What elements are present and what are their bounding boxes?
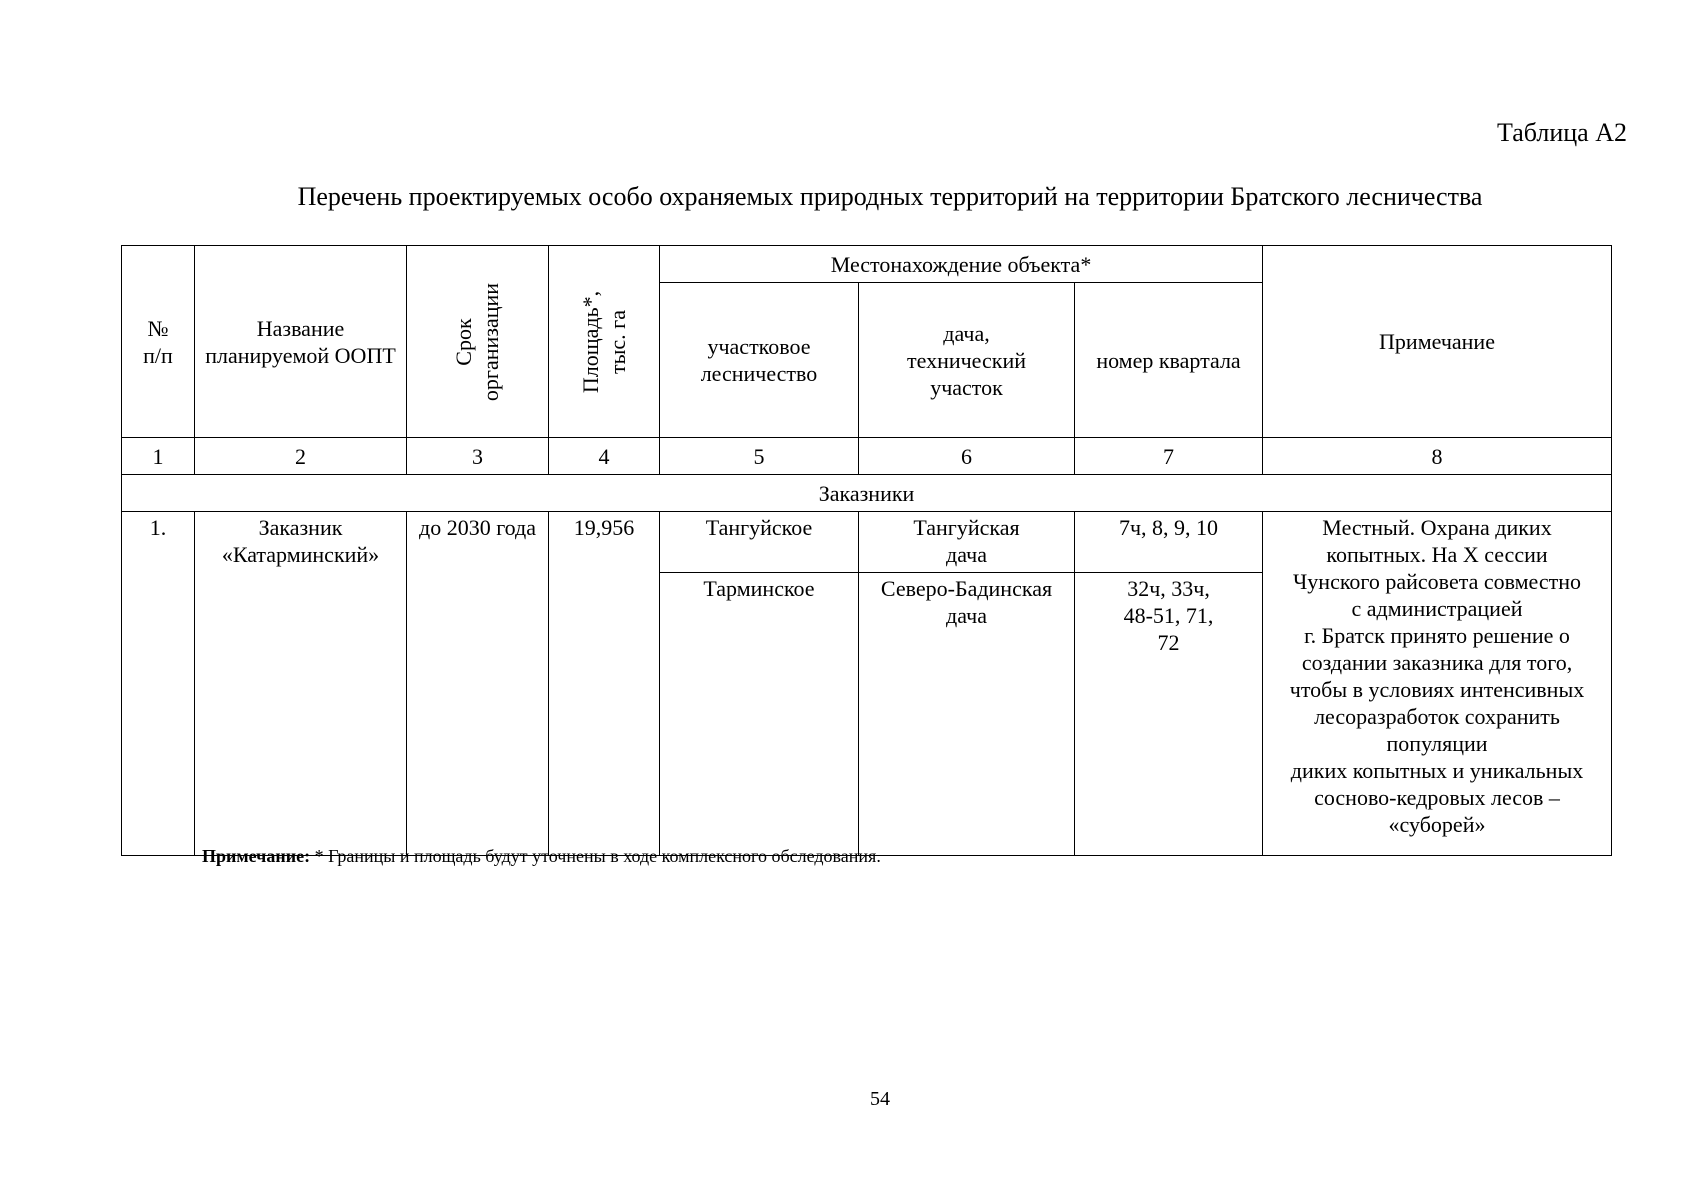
header-col-dacha-line3: участок bbox=[930, 374, 1003, 400]
footnote-label: Примечание: bbox=[202, 846, 311, 866]
footnote-text: * Границы и площадь будут уточнены в ходе комплексного обследования. bbox=[310, 846, 881, 866]
row-note bbox=[1263, 512, 1612, 856]
header-col-quarter: номер квартала bbox=[1075, 283, 1263, 438]
row-dacha-line1: Северо-Бадинская bbox=[880, 576, 1053, 601]
row-note-line: копытных. На X сессии bbox=[1326, 542, 1548, 567]
row-note-line: создании заказника для того, bbox=[1301, 650, 1573, 675]
header-col-name-line2: планируемой ООПТ bbox=[205, 342, 396, 368]
table-row bbox=[122, 512, 1612, 573]
row-forestry: Тангуйское bbox=[660, 512, 859, 573]
row-quarter bbox=[1075, 573, 1263, 856]
header-col-term-line1: Срок bbox=[451, 317, 477, 366]
row-area: 19,956 bbox=[549, 512, 660, 856]
row-note-line: чтобы в условиях интенсивных bbox=[1289, 677, 1585, 702]
row-note-line: диких копытных и уникальных bbox=[1290, 758, 1584, 783]
header-col-name bbox=[195, 246, 407, 438]
header-col-area-line2: тыс. га bbox=[605, 309, 630, 374]
header-col-dacha-line1: дача, bbox=[943, 320, 990, 346]
row-quarter: 7ч, 8, 9, 10 bbox=[1075, 512, 1263, 573]
row-note-line: популяции bbox=[1386, 731, 1488, 756]
column-number: 4 bbox=[549, 438, 660, 475]
row-term: до 2030 года bbox=[407, 512, 549, 856]
row-note-line: г. Братск принято решение о bbox=[1304, 623, 1570, 648]
header-col-num-line2: п/п bbox=[143, 342, 173, 368]
header-col-term bbox=[407, 246, 549, 438]
row-quarter-line3: 72 bbox=[1157, 630, 1180, 655]
header-col-area-line1: Площадь*, bbox=[578, 290, 603, 393]
header-col-name-line1: Название bbox=[256, 315, 345, 341]
header-col-num bbox=[122, 246, 195, 438]
header-col-dacha bbox=[859, 283, 1075, 438]
column-number: 5 bbox=[660, 438, 859, 475]
header-col-forestry-line2: лесничество bbox=[700, 361, 818, 386]
document-title: Перечень проектируемых особо охраняемых природных территорий на территории Братского лесничества bbox=[297, 182, 1483, 211]
header-col-dacha-line2: технический bbox=[906, 347, 1026, 373]
row-dacha bbox=[859, 512, 1075, 573]
column-number: 2 bbox=[195, 438, 407, 475]
protected-areas-table bbox=[121, 245, 1612, 856]
row-dacha-line2: дача bbox=[946, 542, 987, 567]
header-row-top bbox=[122, 246, 1612, 283]
column-number: 6 bbox=[859, 438, 1075, 475]
header-col-forestry-line1: участковое bbox=[707, 334, 811, 359]
column-number: 3 bbox=[407, 438, 549, 475]
footnote bbox=[202, 846, 881, 867]
header-col-note: Примечание bbox=[1263, 246, 1612, 438]
header-col-forestry bbox=[660, 283, 859, 438]
row-note-line: сосново-кедровых лесов – bbox=[1314, 785, 1560, 810]
page-number: 54 bbox=[870, 1088, 890, 1110]
row-dacha bbox=[859, 573, 1075, 856]
column-number-row bbox=[122, 438, 1612, 475]
header-col-num-line1: № bbox=[147, 315, 169, 341]
header-col-area bbox=[549, 246, 660, 438]
header-col-term-line2: организации bbox=[478, 282, 504, 401]
row-quarter-line1: 32ч, 33ч, bbox=[1127, 576, 1210, 601]
section-title: Заказники bbox=[122, 475, 1612, 512]
row-name-line1: Заказник bbox=[258, 515, 343, 540]
row-note-line: лесоразработок сохранить bbox=[1314, 704, 1560, 729]
table-label: Таблица А2 bbox=[1497, 118, 1627, 147]
row-name bbox=[195, 512, 407, 856]
row-note-line: «суборей» bbox=[1388, 812, 1486, 837]
section-row bbox=[122, 475, 1612, 512]
row-dacha-line1: Тангуйская bbox=[913, 515, 1020, 540]
column-number: 1 bbox=[122, 438, 195, 475]
row-note-line: Местный. Охрана диких bbox=[1322, 515, 1552, 540]
header-location-group: Местонахождение объекта* bbox=[660, 246, 1263, 283]
row-number: 1. bbox=[122, 512, 195, 856]
column-number: 8 bbox=[1263, 438, 1612, 475]
row-quarter-line2: 48-51, 71, bbox=[1123, 603, 1214, 628]
row-dacha-line2: дача bbox=[946, 603, 987, 628]
column-number: 7 bbox=[1075, 438, 1263, 475]
row-note-line: с администрацией bbox=[1351, 596, 1523, 621]
row-name-line2: «Катарминский» bbox=[221, 542, 380, 567]
row-forestry: Тарминское bbox=[660, 573, 859, 856]
row-note-line: Чунского райсовета совместно bbox=[1293, 569, 1582, 594]
